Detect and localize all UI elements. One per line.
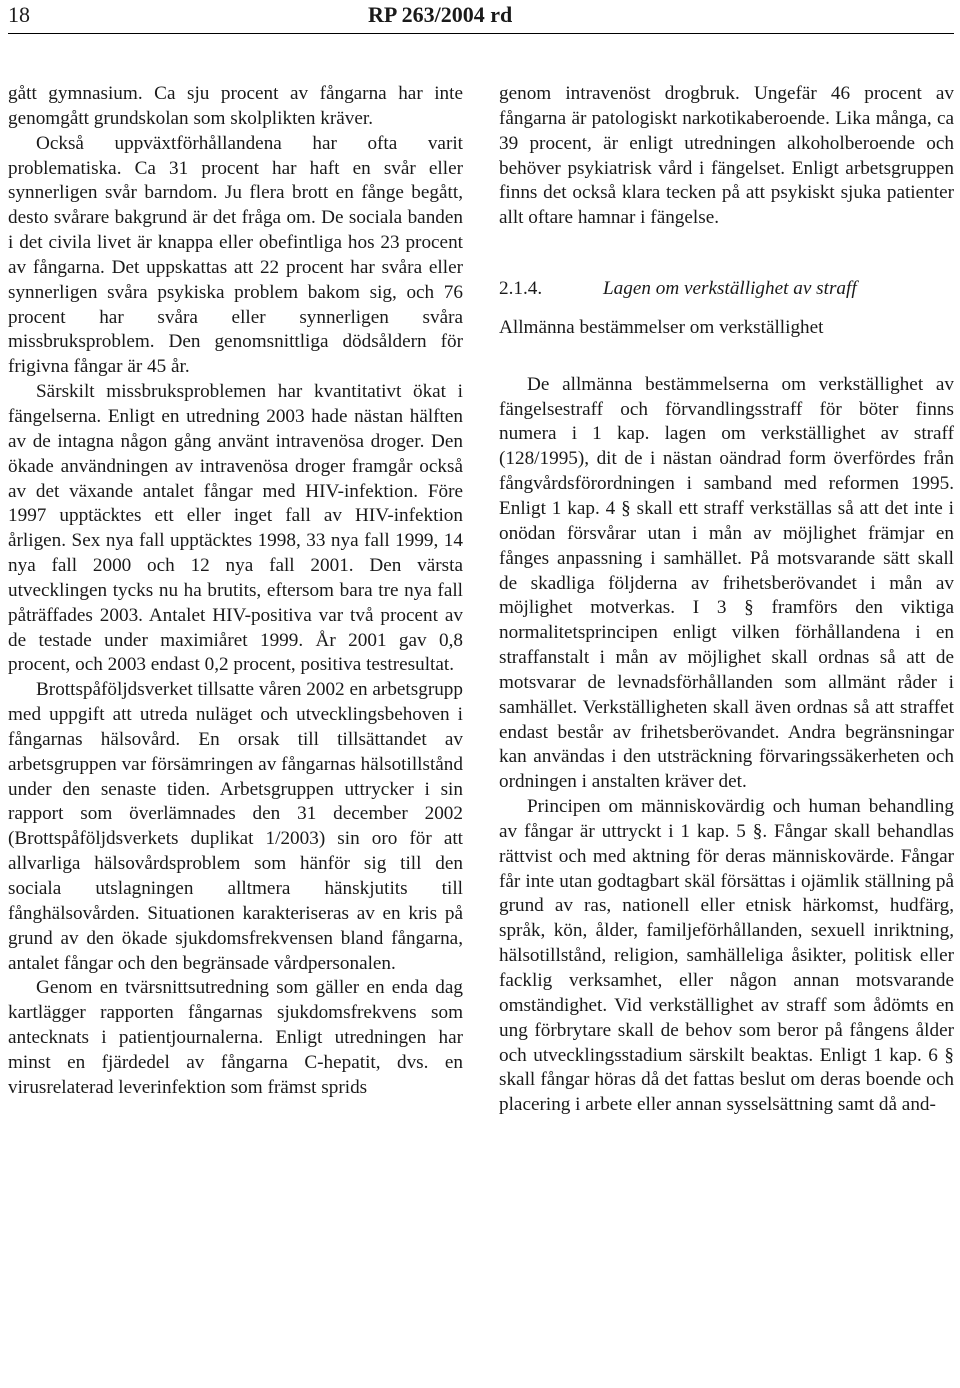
right-column bbox=[499, 82, 954, 1118]
paragraph: Genom en tvärsnittsutredning som gäller en enda dag kartlägger rapporten fångarnas sjukdomsfrekvens som antecknats i patientjournalerna. Enligt utredningen har minst en fjärdedel av fångarna C-hepatit, dvs. en virusrelaterad leverinfektion som främst sprids bbox=[8, 977, 463, 1098]
page-header bbox=[8, 0, 954, 30]
section-number: 2.1.4. bbox=[499, 278, 543, 300]
paragraph: De allmänna bestämmelserna om verkställighet av fängelsestraff och förvandlingsstraff för böter finns numera i 1 kap. lagen om verkställighet av straff (128/1995), dit de i nästan oändrad form överfördes från fångvårdsförordningen i samband med reformen 1995. Enligt 1 kap. 4 § skall ett straff verkställas så att det inte i onödan försvårar utan i mån av möjlighet främjar en fånges anpassning i samhället. På motsvarande sätt skall de skadliga följderna av frihetsberövandet i mån av möjlighet motverkas. I 3 § framförs den viktiga normalitetsprincipen enligt vilken förhållandena i en straffanstalt i mån av möjlighet skall ordnas så att de motsvarar de levnadsförhållanden som allmänt råder i samhället. Verkställigheten skall även ordnas så att straffet endast består av frihetsberövandet. Andra begränsningar kan användas i den utsträckning förvaringssäkerheten och ordningen i anstalten kräver det. bbox=[499, 373, 954, 793]
paragraph: gått gymnasium. Ca sju procent av fångarna har inte genomgått grundskolan som skolplikten kräver. bbox=[8, 83, 463, 129]
document-reference: RP 263/2004 rd bbox=[368, 2, 513, 27]
section-title: Lagen om verkställighet av straff bbox=[603, 278, 857, 300]
paragraph: Också uppväxtförhållandena har ofta varit problematiska. Ca 31 procent har haft en svår eller synnerligen svår barndom. Ju flera brott en fånge begått, desto svårare bakgrund är det fråga om. De sociala banden i det civila livet är knappa eller obefintliga hos 23 procent av fångarna. Det uppskattas att 22 procent har svåra eller synnerligen svåra psykiska problem bakom sig, och 76 procent har svåra eller synnerligen svåra missbruksproblem. Den genomsnittliga dödsåldern för frigivna fångar är 45 år. bbox=[8, 132, 463, 378]
section-heading bbox=[499, 277, 954, 302]
page-number: 18 bbox=[8, 2, 30, 27]
left-column bbox=[8, 82, 463, 1101]
paragraph: genom intravenöst drogbruk. Ungefär 46 procent av fångarna är patologiskt narkotikaberoende. Lika många, ca 39 procent, är enligt utredningen alkoholberoende och behöver psykiatrisk vård i fängelset. Enligt arbetsgruppen finns det också klara tecken på att psykiskt sjuka patienter allt oftare hamnar i fängelse. bbox=[499, 83, 954, 229]
subheading: Allmänna bestämmelser om verkställighet bbox=[499, 316, 824, 338]
header-rule bbox=[8, 33, 954, 34]
paragraph: Särskilt missbruksproblemen har kvantitativt ökat i fängelserna. Enligt en utredning 2003 hade nästan hälften av de intagna någon gång använt intravenösa droger. Den ökade användningen av intravenösa droger framgår också av det växande antalet fångar med HIV-infektion. Före 1997 upptäcktes ett eller inget fall av HIV-infektion årligen. Sex nya fall upptäcktes 1998, 33 nya fall 1999, 14 nya fall 2000 och 12 nya fall 2001. Den värsta utvecklingen tycks nu ha brutits, eftersom bara tre nya fall påträffades 2003. Antalet HIV-positiva var två procent av de testade under maximiåret 1999. År 2001 gav 0,8 procent, och 2003 endast 0,2 procent, positiva testresultat. bbox=[8, 381, 463, 676]
paragraph: Principen om människovärdig och human behandling av fångar är uttryckt i 1 kap. 5 §. Fångar skall behandlas rättvist och med aktning för deras människovärde. Fångar får inte utan godtagbart skäl försättas i ojämlik ställning på grund av ras, nationell eller etnisk härkomst, hudfärg, språk, kön, ålder, familjeförhållanden, sexuell inriktning, hälsotillstånd, religion, samhälleliga åsikter, politisk eller facklig verksamhet, eller någon annan motsvarande omständighet. Vid verkställighet av straff som ådömts en ung förbrytare skall de behov som beror på fångens ålder och utvecklingsstadium särskilt beaktas. Enligt 1 kap. 6 § skall fångar höras då det fattas beslut om deras boende och placering i arbete eller annan sysselsättning samt då and- bbox=[499, 796, 954, 1116]
paragraph: Brottspåföljdsverket tillsatte våren 2002 en arbetsgrupp med uppgift att utreda nuläget och utvecklingsbehoven i fångarnas hälsovård. En orsak till tillsättandet av arbetsgruppen var försämringen av fångarnas hälsotillstånd under den senaste tiden. Arbetsgruppen uttrycker i sin rapport som överlämnades den 31 december 2002 (Brottspåföljdsverkets duplikat 1/2003) sin oro för att allvarliga hälsovårdsproblem som hänför sig till den sociala utslagningen alltmera hänskjutits till fånghälsovården. Situationen karakteriseras av en kris på grund av den ökade sjukdomsfrekvensen bland fångarna, antalet fångar och den begränsade vårdpersonalen. bbox=[8, 679, 463, 974]
